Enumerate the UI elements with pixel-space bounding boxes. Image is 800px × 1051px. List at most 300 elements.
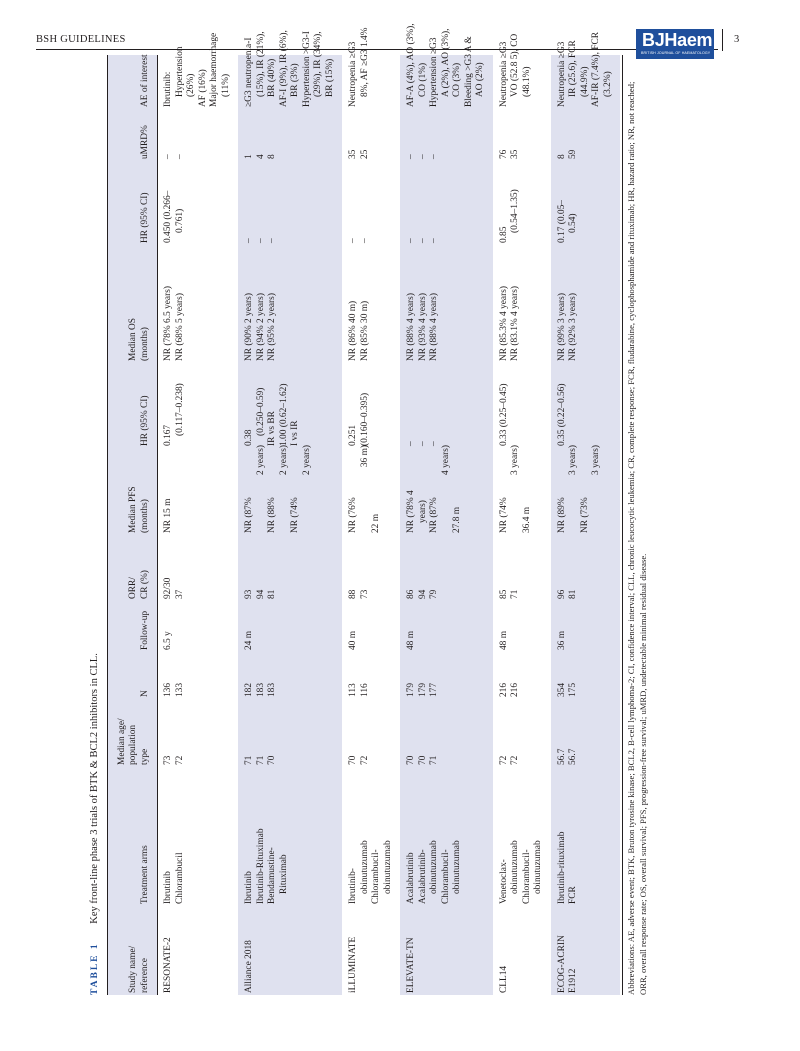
hr-pfs-line: 0.251 bbox=[348, 424, 358, 446]
n-line: 116 bbox=[359, 683, 370, 697]
page-number: 3 bbox=[734, 34, 740, 45]
median-pfs-line: NR (74% bbox=[498, 497, 509, 533]
treatment-arms-line: obinutuzumab bbox=[382, 840, 393, 894]
orr-cr-line: 81 bbox=[267, 589, 277, 599]
header-ae-of-interest bbox=[140, 0, 152, 107]
header-divider bbox=[722, 29, 723, 51]
median-age-cell bbox=[557, 695, 580, 765]
hr-pfs-line: 0.38 bbox=[244, 429, 254, 446]
n-cell bbox=[348, 657, 371, 697]
treatment-arms-line: Bendamustine- bbox=[267, 847, 277, 904]
median-age-line: 70 bbox=[267, 755, 277, 765]
median-age-line: 71 bbox=[255, 755, 266, 765]
orr-cr-line: 81 bbox=[568, 589, 578, 599]
n-line: 216 bbox=[498, 682, 509, 697]
umrd-line: – bbox=[174, 154, 185, 159]
orr-cr-line: 92/30 bbox=[163, 577, 173, 599]
n-line: 354 bbox=[556, 682, 567, 697]
hr-os-line: – bbox=[348, 238, 358, 243]
header-top-rule bbox=[107, 55, 108, 995]
orr-cr-line: 88 bbox=[348, 589, 358, 599]
median-pfs-line: 27.8 m bbox=[452, 506, 462, 533]
n-line: 177 bbox=[429, 682, 439, 697]
median-pfs-line: NR (76% bbox=[348, 497, 358, 533]
study-cell bbox=[406, 907, 418, 993]
n-line: 133 bbox=[174, 682, 185, 697]
hr-os-line: – bbox=[255, 238, 266, 243]
ae-of-interest-line: Hypertension bbox=[174, 46, 185, 97]
ae-of-interest-line: (3.2%) bbox=[602, 71, 613, 97]
treatment-arms-line: obinutuzumab bbox=[359, 840, 370, 894]
median-age-line: 56.7 bbox=[568, 748, 578, 765]
n-cell bbox=[557, 657, 580, 697]
header-bottom-rule bbox=[157, 55, 158, 995]
median-pfs-line: 2 years) bbox=[278, 445, 289, 475]
treatment-arms-line: Ibrutinib bbox=[244, 871, 254, 904]
treatment-arms-line: Rituximab bbox=[278, 854, 289, 894]
orr-cr-line: 86 bbox=[406, 589, 416, 599]
treatment-arms-cell bbox=[163, 784, 186, 904]
hr-pfs-line: 0.167 bbox=[163, 424, 173, 446]
median-age-cell bbox=[499, 695, 522, 765]
treatment-arms-line: Ibrutinib-rituximab bbox=[556, 831, 567, 904]
hr-pfs-line: (0.160–0.395) bbox=[359, 392, 370, 446]
ae-of-interest-cell bbox=[163, 0, 232, 107]
umrd-cell bbox=[499, 111, 522, 159]
umrd-line: – bbox=[163, 154, 173, 159]
ae-of-interest-line: AO (2%) bbox=[475, 62, 485, 97]
study-cell bbox=[557, 907, 580, 993]
treatment-arms-line: obinutuzumab bbox=[533, 840, 543, 894]
median-age-line: 73 bbox=[163, 755, 173, 765]
median-pfs-line: NR (87% bbox=[244, 497, 254, 533]
median-pfs-cell bbox=[499, 445, 534, 533]
journal-logo-text: BJHaem bbox=[642, 30, 713, 50]
median-age-line: 72 bbox=[498, 755, 509, 765]
median-os-cell bbox=[406, 249, 441, 361]
journal-logo-subtitle: BRITISH JOURNAL OF HAEMATOLOGY bbox=[641, 51, 711, 55]
ae-of-interest-line: AF-A (4%), AO (3%), bbox=[406, 23, 416, 107]
median-pfs-cell bbox=[348, 445, 383, 533]
hr-os-line: (0.54–1.35) bbox=[510, 189, 520, 233]
ae-of-interest-line: A (2%), AO (3%), bbox=[440, 28, 451, 97]
ae-of-interest-line: (26%) bbox=[186, 73, 196, 97]
median-os-line: NR (90% 2 years) bbox=[244, 293, 254, 361]
median-pfs-line: NR (87% bbox=[429, 497, 439, 533]
ae-of-interest-cell bbox=[406, 0, 487, 107]
hr-pfs-cell bbox=[244, 354, 302, 446]
hr-pfs-line: (0.250–0.59) bbox=[255, 387, 266, 436]
header-orr-cr-line: ORR/ bbox=[128, 577, 138, 599]
median-os-line: NR (92% 3 years) bbox=[568, 293, 578, 361]
hr-pfs-cell bbox=[163, 354, 186, 446]
n-line: 183 bbox=[267, 682, 277, 697]
study-line: CLL14 bbox=[498, 965, 509, 993]
umrd-cell bbox=[348, 111, 371, 159]
n-cell bbox=[163, 657, 186, 697]
umrd-line: 8 bbox=[556, 154, 567, 159]
header-hr-os bbox=[140, 159, 152, 243]
header-n bbox=[140, 657, 152, 697]
orr-cr-line: 73 bbox=[359, 589, 370, 599]
study-line: iLLUMINATE bbox=[348, 936, 358, 993]
ae-of-interest-line: AF-I (9%), IR (6%), bbox=[278, 30, 289, 107]
median-os-line: NR (85% 30 m) bbox=[359, 300, 370, 361]
median-pfs-line: 22 m bbox=[371, 513, 381, 533]
orr-cr-cell bbox=[557, 549, 580, 599]
ae-of-interest-line: Neutropenia ≥G3 bbox=[498, 41, 509, 107]
orr-cr-cell bbox=[163, 549, 186, 599]
hr-pfs-line: 0.35 (0.22–0.56) bbox=[556, 383, 567, 446]
follow-up-cell bbox=[244, 600, 256, 650]
treatment-arms-line: Chlorambucil- bbox=[521, 849, 532, 904]
umrd-line: 4 bbox=[255, 154, 266, 159]
study-line: RESONATE-2 bbox=[163, 937, 173, 993]
header-hr-pfs-line: HR (95% CI) bbox=[139, 395, 150, 446]
header-median-age-line: population bbox=[128, 724, 138, 765]
median-os-cell bbox=[557, 249, 580, 361]
study-cell bbox=[244, 907, 256, 993]
header-study bbox=[128, 907, 151, 993]
study-cell bbox=[348, 907, 360, 993]
ae-of-interest-line: (44.9%) bbox=[579, 66, 590, 97]
hr-pfs-line: – bbox=[417, 441, 428, 446]
follow-up-line: 36 m bbox=[556, 630, 567, 650]
median-age-line: 71 bbox=[429, 755, 439, 765]
umrd-cell bbox=[244, 111, 279, 159]
ae-of-interest-line: AF-IR (7.4%), FCR bbox=[591, 31, 601, 107]
median-os-cell bbox=[348, 249, 371, 361]
follow-up-line: 40 m bbox=[348, 630, 358, 650]
hr-os-cell bbox=[348, 159, 371, 243]
follow-up-cell bbox=[557, 600, 569, 650]
median-age-line: 72 bbox=[174, 755, 185, 765]
treatment-arms-line: Ibrutinib- bbox=[348, 868, 358, 904]
median-pfs-line: 3 years) bbox=[591, 445, 601, 475]
median-pfs-line: NR (88% bbox=[267, 497, 277, 533]
ae-of-interest-line: Major haemorrhage bbox=[209, 32, 219, 107]
header-hr-os-line: HR (95% CI) bbox=[139, 192, 150, 243]
header-orr-cr-line: CR (%) bbox=[139, 570, 150, 599]
study-line: ECOG-ACRIN bbox=[556, 935, 567, 993]
median-os-cell bbox=[163, 249, 186, 361]
header-hr-pfs bbox=[140, 354, 152, 446]
orr-cr-line: 79 bbox=[429, 589, 439, 599]
median-pfs-line: 4 years) bbox=[440, 445, 451, 475]
hr-os-line: 0.450 (0.266– bbox=[163, 190, 173, 243]
follow-up-cell bbox=[499, 600, 511, 650]
umrd-cell bbox=[406, 111, 441, 159]
n-line: 183 bbox=[255, 682, 266, 697]
treatment-arms-cell bbox=[499, 784, 545, 904]
orr-cr-line: 85 bbox=[498, 589, 509, 599]
median-pfs-line: 2 years) bbox=[301, 445, 312, 475]
follow-up-line: 24 m bbox=[244, 630, 254, 650]
hr-os-cell bbox=[499, 159, 522, 243]
treatment-arms-line: Ibrutinib bbox=[163, 871, 173, 904]
hr-os-line: – bbox=[244, 238, 254, 243]
orr-cr-line: 93 bbox=[244, 589, 254, 599]
umrd-line: 35 bbox=[348, 149, 358, 159]
hr-os-cell bbox=[406, 159, 441, 243]
median-age-line: 72 bbox=[359, 755, 370, 765]
treatment-arms-line: Chlorambucil- bbox=[440, 849, 451, 904]
header-median-pfs-line: Median PFS bbox=[128, 486, 138, 533]
median-os-line: NR (83.1% 4 years) bbox=[510, 286, 520, 361]
median-os-line: NR (88% 4 years) bbox=[406, 293, 416, 361]
orr-cr-line: 94 bbox=[255, 589, 266, 599]
ae-of-interest-line: Ibrutinib: bbox=[163, 71, 173, 107]
median-age-line: 70 bbox=[348, 755, 358, 765]
median-os-line: NR (68% 5 years) bbox=[174, 293, 185, 361]
orr-cr-cell bbox=[244, 549, 279, 599]
median-os-line: NR (78% 6.5 years) bbox=[163, 286, 173, 361]
hr-os-line: 0.761) bbox=[174, 208, 185, 233]
n-line: 179 bbox=[417, 682, 428, 697]
orr-cr-cell bbox=[499, 549, 522, 599]
ae-of-interest-line: Bleeding >G3 A & bbox=[463, 36, 474, 107]
orr-cr-cell bbox=[406, 549, 441, 599]
ae-of-interest-line: AF (16%) bbox=[197, 69, 208, 107]
treatment-arms-line: Acalabrutinib- bbox=[417, 849, 428, 904]
header-umrd-line: uMRD% bbox=[139, 125, 150, 159]
umrd-cell bbox=[557, 111, 580, 159]
hr-pfs-line: 0.33 (0.25–0.45) bbox=[498, 383, 509, 446]
ae-of-interest-line: Hypertension >G3-I bbox=[301, 31, 312, 107]
table-bottom-rule bbox=[622, 55, 623, 995]
orr-cr-line: 94 bbox=[417, 589, 428, 599]
hr-pfs-line: IR vs BR bbox=[267, 411, 277, 446]
header-n-line: N bbox=[139, 690, 150, 697]
hr-pfs-cell bbox=[348, 354, 371, 446]
treatment-arms-line: Ibrutinib-Rituximab bbox=[255, 828, 266, 904]
ae-of-interest-line: CO (3%) bbox=[452, 62, 462, 97]
ae-of-interest-cell bbox=[557, 0, 615, 107]
hr-os-line: – bbox=[429, 238, 439, 243]
table-caption-text: Key front-line phase 3 trials of BTK & BCL2 inhibitors in CLL. bbox=[89, 653, 100, 924]
n-line: 175 bbox=[568, 682, 578, 697]
median-pfs-line: NR (78% 4 bbox=[406, 490, 416, 533]
ae-of-interest-line: BR (3%) bbox=[290, 63, 300, 97]
n-line: 179 bbox=[406, 682, 416, 697]
orr-cr-line: 96 bbox=[556, 589, 567, 599]
median-age-line: 70 bbox=[417, 755, 428, 765]
n-line: 136 bbox=[163, 682, 173, 697]
follow-up-line: 6.5 y bbox=[163, 631, 173, 650]
treatment-arms-cell bbox=[348, 784, 394, 904]
ae-of-interest-line: CO (1%) bbox=[417, 62, 428, 97]
median-os-line: NR (86% 40 m) bbox=[348, 300, 358, 361]
hr-os-line: – bbox=[267, 238, 277, 243]
hr-pfs-line: – bbox=[429, 441, 439, 446]
ae-of-interest-line: (15%), IR (21%), bbox=[255, 31, 266, 97]
hr-pfs-cell bbox=[406, 354, 441, 446]
median-pfs-line: NR (73% bbox=[579, 497, 590, 533]
table-footnote: Abbreviations: AE, adverse event; BTK, Bruton tyrosine kinase; BCL2, B-cell lymphoma-2; CI, confidence interval; CLL, chronic leucocytic leukemia; CR, complete response; FCR, fludarabine, cyclophosphamide and rituximab; HR, hazard ratio; NR, not reached; ORR, overall response rate; OS, overall survival; PFS, progression-free survival; uMRD, undetectable minimal residual disease. bbox=[626, 81, 648, 995]
hr-os-line: – bbox=[417, 238, 428, 243]
ae-of-interest-line: (11%) bbox=[220, 73, 231, 97]
treatment-arms-line: obinutuzumab bbox=[452, 840, 462, 894]
header-median-os-line: Median OS bbox=[128, 318, 138, 361]
hr-os-cell bbox=[557, 159, 580, 243]
n-cell bbox=[244, 657, 279, 697]
median-pfs-line: NR (74% bbox=[290, 497, 300, 533]
median-age-line: 72 bbox=[510, 755, 520, 765]
ae-of-interest-line: (48.1%) bbox=[521, 66, 532, 97]
header-median-pfs-line: (months) bbox=[139, 499, 150, 533]
study-line: E1912 bbox=[568, 968, 578, 993]
study-cell bbox=[163, 907, 175, 993]
umrd-line: – bbox=[429, 154, 439, 159]
ae-of-interest-line: BR (40%) bbox=[267, 58, 277, 97]
ae-of-interest-line: (29%), IR (34%), bbox=[313, 31, 323, 97]
median-os-line: NR (95% 2 years) bbox=[267, 293, 277, 361]
hr-pfs-line: I vs IR bbox=[290, 420, 300, 446]
median-age-cell bbox=[244, 695, 279, 765]
hr-pfs-cell bbox=[499, 354, 511, 446]
median-os-line: NR (88% 4 years) bbox=[429, 293, 439, 361]
treatment-arms-line: Acalabrutinib bbox=[406, 852, 416, 904]
header-study-line: reference bbox=[139, 958, 150, 993]
orr-cr-line: 71 bbox=[510, 589, 520, 599]
follow-up-cell bbox=[406, 600, 418, 650]
median-age-cell bbox=[348, 695, 371, 765]
follow-up-cell bbox=[348, 600, 360, 650]
median-os-cell bbox=[499, 249, 522, 361]
header-follow-up-line: Follow-up bbox=[139, 610, 150, 650]
hr-os-line: – bbox=[359, 238, 370, 243]
umrd-line: 76 bbox=[498, 149, 509, 159]
umrd-line: 1 bbox=[244, 154, 254, 159]
median-pfs-cell bbox=[557, 445, 603, 533]
header-treatment-arms-line: Treatment arms bbox=[139, 845, 150, 904]
hr-pfs-line: 1.00 (0.62–1.62) bbox=[278, 383, 289, 446]
header-median-age-line: type bbox=[139, 748, 150, 765]
median-os-line: NR (99% 3 years) bbox=[556, 293, 567, 361]
hr-pfs-cell bbox=[557, 354, 569, 446]
hr-os-line: 0.85 bbox=[498, 226, 509, 243]
treatment-arms-line: Chlorambucil bbox=[174, 852, 185, 904]
hr-os-cell bbox=[163, 159, 186, 243]
treatment-arms-cell bbox=[244, 784, 290, 904]
header-umrd bbox=[140, 111, 152, 159]
header-median-age bbox=[117, 695, 152, 765]
hr-os-cell bbox=[244, 159, 279, 243]
treatment-arms-line: Chlorambucil- bbox=[371, 849, 381, 904]
ae-of-interest-line: Neutropenia ≥G3 bbox=[348, 41, 358, 107]
treatment-arms-line: obinutuzumab bbox=[429, 840, 439, 894]
median-pfs-cell bbox=[163, 445, 175, 533]
hr-pfs-line: – bbox=[406, 441, 416, 446]
header-follow-up bbox=[140, 600, 152, 650]
ae-of-interest-line: VO (52.8 5), CO bbox=[510, 33, 520, 97]
n-cell bbox=[499, 657, 522, 697]
median-os-line: NR (94% 2 years) bbox=[255, 293, 266, 361]
median-pfs-line: 3 years) bbox=[568, 445, 578, 475]
n-line: 182 bbox=[244, 682, 254, 697]
median-pfs-line: NR 15 m bbox=[163, 498, 173, 533]
header-median-age-line: Median age/ bbox=[116, 718, 127, 765]
median-pfs-line: years) bbox=[417, 500, 428, 523]
study-line: Alliance 2018 bbox=[244, 940, 254, 993]
header-median-os-line: (months) bbox=[139, 327, 150, 361]
hr-os-line: 0.54) bbox=[568, 213, 578, 233]
median-pfs-cell bbox=[244, 445, 313, 533]
median-age-cell bbox=[406, 695, 441, 765]
orr-cr-line: 37 bbox=[174, 589, 185, 599]
hr-os-line: 0.17 (0.05– bbox=[556, 200, 567, 243]
umrd-cell bbox=[163, 111, 186, 159]
median-os-line: NR (93% 4 years) bbox=[417, 293, 428, 361]
median-age-cell bbox=[163, 695, 186, 765]
median-pfs-cell bbox=[406, 445, 464, 533]
table-label: TABLE 1 bbox=[90, 942, 100, 995]
table-caption bbox=[83, 653, 107, 995]
follow-up-line: 48 m bbox=[498, 630, 509, 650]
median-age-line: 71 bbox=[244, 755, 254, 765]
follow-up-cell bbox=[163, 600, 175, 650]
treatment-arms-line: Venetoclax- bbox=[498, 859, 509, 904]
header-median-pfs bbox=[128, 445, 151, 533]
ae-of-interest-cell bbox=[348, 0, 371, 107]
treatment-arms-line: obinutuzumab bbox=[510, 840, 520, 894]
follow-up-line: 48 m bbox=[406, 630, 416, 650]
study-line: ELEVATE-TN bbox=[406, 937, 416, 993]
ae-of-interest-line: Neutropenia ≥G3 bbox=[556, 41, 567, 107]
ae-of-interest-line: 8%, AF ≥G3 1.4% bbox=[359, 27, 370, 97]
ae-of-interest-line: ≥G3 neutropenia-I bbox=[244, 37, 254, 107]
umrd-line: 35 bbox=[510, 149, 520, 159]
header-rule bbox=[36, 49, 718, 50]
ae-of-interest-line: Hypertension ≥G3 bbox=[429, 37, 439, 107]
median-os-line: NR (85.3% 4 years) bbox=[498, 286, 509, 361]
header-ae-of-interest-line: AE of interest bbox=[139, 54, 150, 107]
orr-cr-cell bbox=[348, 549, 371, 599]
median-pfs-line: 2 years) bbox=[255, 445, 266, 475]
median-pfs-line: NR (89% bbox=[556, 497, 567, 533]
header-orr-cr bbox=[128, 549, 151, 599]
median-age-line: 56.7 bbox=[556, 748, 567, 765]
treatment-arms-cell bbox=[557, 784, 580, 904]
median-pfs-line: 36.4 m bbox=[521, 506, 532, 533]
umrd-line: – bbox=[417, 154, 428, 159]
header-study-line: Study name/ bbox=[128, 945, 138, 993]
median-age-line: 70 bbox=[406, 755, 416, 765]
n-line: 216 bbox=[510, 682, 520, 697]
treatment-arms-line: FCR bbox=[568, 886, 578, 904]
umrd-line: – bbox=[406, 154, 416, 159]
header-treatment-arms bbox=[140, 784, 152, 904]
n-line: 113 bbox=[348, 683, 358, 697]
umrd-line: 25 bbox=[359, 149, 370, 159]
median-os-cell bbox=[244, 249, 279, 361]
ae-of-interest-cell bbox=[499, 0, 534, 107]
running-head: BSH GUIDELINES bbox=[36, 34, 126, 45]
header-median-os bbox=[128, 249, 151, 361]
median-pfs-line: 36 m) bbox=[359, 445, 370, 468]
umrd-line: 59 bbox=[568, 149, 578, 159]
n-cell bbox=[406, 657, 441, 697]
umrd-line: 8 bbox=[267, 154, 277, 159]
hr-pfs-line: (0.117–0.238) bbox=[174, 383, 185, 436]
hr-os-line: – bbox=[406, 238, 416, 243]
treatment-arms-cell bbox=[406, 784, 464, 904]
ae-of-interest-line: IR (25.6), FCR bbox=[568, 40, 578, 97]
ae-of-interest-line: BR (15%) bbox=[324, 58, 335, 97]
ae-of-interest-cell bbox=[244, 0, 336, 107]
study-cell bbox=[499, 907, 511, 993]
median-pfs-line: 3 years) bbox=[510, 445, 520, 475]
